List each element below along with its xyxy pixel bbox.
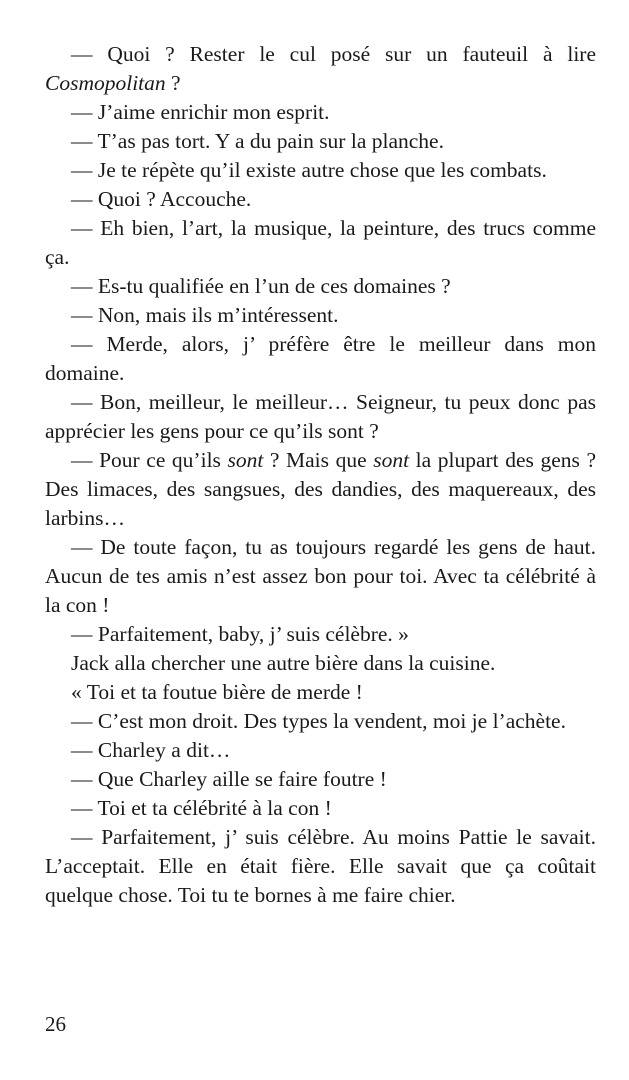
paragraph	[45, 707, 596, 736]
italic-text-run: sont	[373, 448, 410, 472]
italic-text-run: sont	[227, 448, 264, 472]
text-run: — Que Charley aille se faire foutre !	[71, 767, 387, 791]
italic-text-run: Cosmopolitan	[45, 71, 166, 95]
text-run: — Quoi ? Rester le cul posé sur un fauteuil à lire	[71, 42, 596, 66]
text-run: — Parfaitement, baby, j’ suis célèbre. »	[71, 622, 409, 646]
paragraph	[45, 736, 596, 765]
text-run: — C’est mon droit. Des types la vendent, moi je l’achète.	[71, 709, 566, 733]
text-run: — Es-tu qualifiée en l’un de ces domaines ?	[71, 274, 451, 298]
paragraph	[45, 620, 596, 649]
paragraph	[45, 301, 596, 330]
paragraph	[45, 765, 596, 794]
paragraph	[45, 388, 596, 446]
paragraph	[45, 156, 596, 185]
text-run: — Eh bien, l’art, la musique, la peinture, des trucs comme ça.	[45, 216, 596, 269]
text-run: — Quoi ? Accouche.	[71, 187, 252, 211]
page-body	[45, 40, 596, 910]
paragraph	[45, 98, 596, 127]
paragraph	[45, 794, 596, 823]
text-run: ? Mais que	[263, 448, 374, 472]
text-run: — Merde, alors, j’ préfère être le meilleur dans mon domaine.	[45, 332, 596, 385]
text-run: la plupart des gens ? Des limaces, des sangsues, des dandies, des maquereaux, des larbins…	[45, 448, 596, 530]
paragraph	[45, 214, 596, 272]
paragraph	[45, 649, 596, 678]
text-run: — T’as pas tort. Y a du pain sur la planche.	[71, 129, 444, 153]
text-run: Jack alla chercher une autre bière dans la cuisine.	[71, 651, 496, 675]
text-run: — Parfaitement, j’ suis célèbre. Au moins Pattie le savait. L’acceptait. Elle en était fière. Elle savait que ça coûtait quelque chose. Toi tu te bornes à me faire chier.	[45, 825, 596, 907]
paragraph	[45, 272, 596, 301]
text-run: ?	[165, 71, 181, 95]
text-run: — Bon, meilleur, le meilleur… Seigneur, tu peux donc pas apprécier les gens pour ce qu’ils sont ?	[45, 390, 596, 443]
text-run: — Pour ce qu’ils	[71, 448, 228, 472]
text-run: — Non, mais ils m’intéressent.	[71, 303, 339, 327]
paragraph	[45, 446, 596, 533]
text-run: — Charley a dit…	[71, 738, 231, 762]
paragraph	[45, 678, 596, 707]
text-run: — J’aime enrichir mon esprit.	[71, 100, 330, 124]
text-run: — Je te répète qu’il existe autre chose que les combats.	[71, 158, 547, 182]
paragraph	[45, 40, 596, 98]
text-run: « Toi et ta foutue bière de merde !	[71, 680, 363, 704]
paragraph	[45, 823, 596, 910]
paragraph	[45, 330, 596, 388]
paragraph	[45, 533, 596, 620]
paragraph	[45, 127, 596, 156]
text-run: — De toute façon, tu as toujours regardé les gens de haut. Aucun de tes amis n’est assez bon pour toi. Avec ta célébrité à la con !	[45, 535, 596, 617]
paragraph	[45, 185, 596, 214]
page-number: 26	[45, 1012, 66, 1036]
text-run: — Toi et ta célébrité à la con !	[71, 796, 332, 820]
